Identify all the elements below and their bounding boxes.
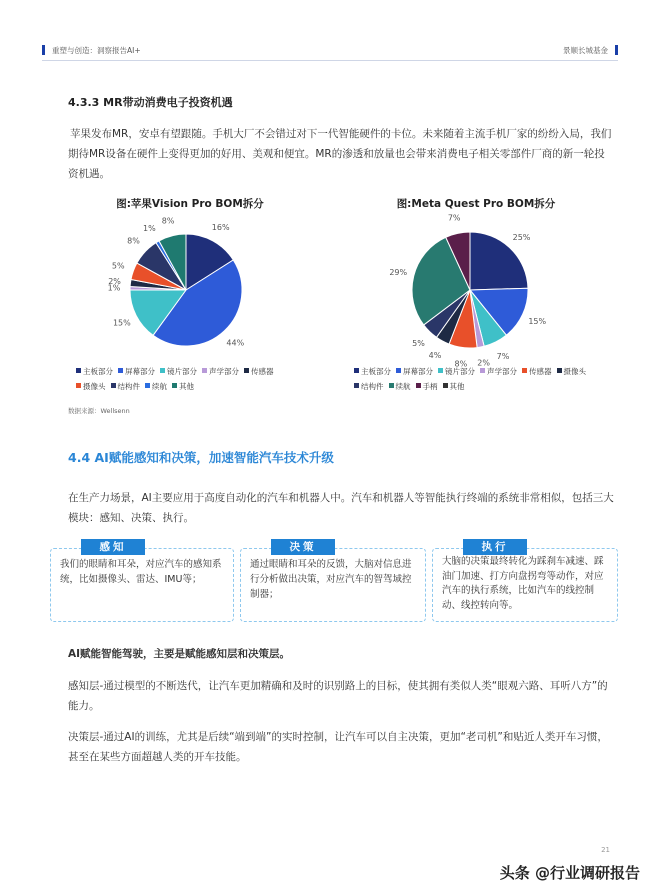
- execution-tag: 执行: [463, 539, 527, 555]
- quest-pro-pie-chart: [370, 213, 570, 369]
- perception-text: 我们的眼睛和耳朵，对应汽车的感知系统，比如摄像头、雷达、IMU等；: [60, 559, 222, 585]
- legend-swatch: [396, 368, 401, 373]
- pie-slice-label: 44%: [226, 338, 245, 348]
- legend-swatch: [172, 383, 177, 388]
- legend-label: 手柄: [422, 382, 438, 391]
- vision-pro-pie-chart: [100, 216, 280, 356]
- pie-slice-label: 5%: [412, 339, 425, 349]
- header-accent-bar: [42, 45, 45, 55]
- legend-label: 其他: [179, 382, 194, 391]
- pie-slice-label: 7%: [447, 213, 461, 223]
- legend-item: [172, 379, 194, 394]
- pie-slice-label: 8%: [127, 236, 140, 246]
- legend-swatch: [522, 368, 527, 373]
- pie-slice-label: 8%: [454, 359, 468, 369]
- pie-slice-label: 15%: [528, 316, 547, 326]
- legend-item: [354, 379, 384, 394]
- legend-label: 镜片部分: [167, 367, 197, 376]
- legend-swatch: [76, 368, 81, 373]
- pie-slice-label: 2%: [108, 276, 121, 286]
- legend-swatch: [443, 383, 448, 388]
- decision-box: [240, 541, 426, 622]
- legend-label: 主板部分: [361, 367, 391, 376]
- legend-label: 摄像头: [83, 382, 106, 391]
- pie-slice-label: 1%: [107, 283, 121, 293]
- legend-item: [354, 364, 391, 379]
- legend-swatch: [416, 383, 421, 388]
- pie-slice-label: 29%: [389, 267, 408, 277]
- legend-item: [480, 364, 517, 379]
- legend-swatch: [111, 383, 116, 388]
- legend-swatch: [118, 368, 123, 373]
- legend-label: 屏幕部分: [125, 367, 155, 376]
- legend-label: 续航: [395, 382, 411, 391]
- legend-item: [389, 379, 411, 394]
- legend-label: 续航: [152, 382, 167, 391]
- legend-item: [202, 364, 239, 379]
- header-rule: [42, 60, 618, 61]
- pie-slice-label: 4%: [428, 351, 442, 361]
- execution-text: 大脑的决策最终转化为踩刹车减速、踩油门加速、打方向盘拐弯等动作，对应汽车的执行系统，比如汽车的线控制动、线控转向等。: [442, 556, 604, 611]
- pie-slice-label: 25%: [512, 232, 531, 242]
- legend-label: 镜片部分: [445, 367, 475, 376]
- legend-swatch: [202, 368, 207, 373]
- pie-slice-label: 16%: [211, 222, 230, 232]
- legend-item: [145, 379, 167, 394]
- legend-item: [396, 364, 433, 379]
- legend-item: [522, 364, 552, 379]
- legend-label: 传感器: [529, 367, 552, 376]
- legend-item: [416, 379, 438, 394]
- legend-item: [557, 364, 587, 379]
- legend-label: 声学部分: [487, 367, 517, 376]
- legend-item: [443, 379, 465, 394]
- legend-label: 屏幕部分: [403, 367, 433, 376]
- legend-item: [244, 364, 274, 379]
- legend-label: 结构件: [361, 382, 384, 391]
- legend-swatch: [389, 383, 394, 388]
- legend-label: 主板部分: [83, 367, 113, 376]
- watermark-text: 头条 @行业调研报告: [499, 864, 640, 882]
- perception-box: [50, 541, 234, 622]
- pie-slice-label: 1%: [142, 224, 156, 234]
- header-left-text: 重塑与创造：洞察报告AI+: [52, 46, 141, 55]
- execution-box: [432, 541, 618, 622]
- paragraph-intro: 在生产力场景，AI主要应用于高度自动化的汽车和机器人中。汽车和机器人等智能执行终端的系统非常相似，包括三大模块：感知、决策、执行。: [68, 492, 614, 524]
- legend-label: 结构件: [117, 382, 140, 391]
- legend-swatch: [244, 368, 249, 373]
- section-heading-ai-auto: 4.4 AI赋能感知和决策，加速智能汽车技术升级: [68, 450, 334, 465]
- legend-label: 传感器: [251, 367, 274, 376]
- legend-item: [76, 364, 113, 379]
- chart-title-vision-pro: 图:苹果Vision Pro BOM拆分: [116, 198, 264, 210]
- quest-pro-legend: [354, 364, 594, 394]
- legend-swatch: [354, 368, 359, 373]
- legend-swatch: [557, 368, 562, 373]
- data-source-note: 数据来源：Wellsenn: [68, 407, 130, 415]
- decision-text: 通过眼睛和耳朵的反馈，大脑对信息进行分析做出决策，对应汽车的智驾域控制器；: [250, 559, 412, 600]
- legend-item: [76, 379, 106, 394]
- legend-swatch: [480, 368, 485, 373]
- pie-slice-label: 7%: [496, 352, 510, 362]
- legend-label: 声学部分: [209, 367, 239, 376]
- header-right-text: 景顺长城基金: [563, 46, 608, 55]
- legend-swatch: [145, 383, 150, 388]
- legend-label: 摄像头: [563, 367, 586, 376]
- header-accent-bar-right: [615, 45, 618, 55]
- page-header: [42, 44, 618, 58]
- paragraph-mr: 苹果发布MR，安卓有望跟随。手机大厂不会错过对下一代智能硬件的卡位。未来随着主流手机厂家的纷纷入局，我们期待MR设备在硬件上变得更加的好用、美观和便宜。MR的渗透和放量也会带来消费电子相关零部件厂商的新一轮投资机遇。: [68, 128, 612, 180]
- perception-tag: 感知: [81, 539, 145, 555]
- legend-item: [438, 364, 475, 379]
- legend-item: [118, 364, 155, 379]
- pie-slice-label: 2%: [477, 358, 490, 368]
- pie-slice-label: 8%: [161, 216, 175, 226]
- pie-slice-label: 15%: [112, 318, 131, 328]
- paragraph-perception-layer: 感知层-通过模型的不断迭代，让汽车更加精确和及时的识别路上的目标，使其拥有类似人类“眼观六路、耳听八方”的能力。: [68, 680, 608, 712]
- legend-swatch: [160, 368, 165, 373]
- paragraph-ai-driving: AI赋能智能驾驶，主要是赋能感知层和决策层。: [68, 648, 291, 660]
- pie-slice-label: 5%: [111, 261, 125, 271]
- decision-tag: 决策: [271, 539, 335, 555]
- paragraph-decision-layer: 决策层-通过AI的训练，尤其是后续“端到端”的实时控制，让汽车可以自主决策，更加“老司机”和贴近人类开车习惯，甚至在某些方面超越人类的开车技能。: [68, 731, 608, 763]
- legend-swatch: [76, 383, 81, 388]
- section-heading-mr: 4.3.3 MR带动消费电子投资机遇: [68, 96, 233, 109]
- vision-pro-legend: [76, 364, 306, 394]
- chart-title-quest-pro: 图:Meta Quest Pro BOM拆分: [396, 198, 556, 210]
- legend-item: [160, 364, 197, 379]
- legend-item: [111, 379, 141, 394]
- legend-swatch: [438, 368, 443, 373]
- legend-swatch: [354, 383, 359, 388]
- legend-label: 其他: [449, 382, 465, 391]
- page-number: 21: [601, 846, 610, 854]
